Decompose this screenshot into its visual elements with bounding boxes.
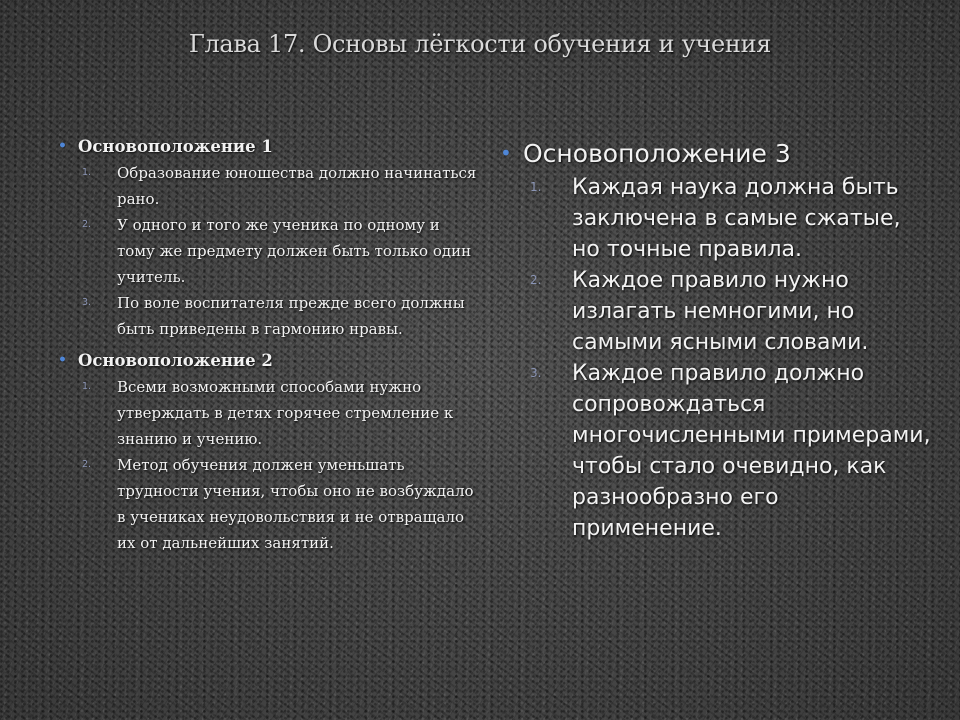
right-column <box>493 136 933 544</box>
bullet-icon: • <box>58 352 67 368</box>
list-item <box>493 358 933 544</box>
principle-heading <box>493 136 933 172</box>
item-text: Каждое правило должно сопровождаться многочисленными примерами, чтобы стало очевидно, как разнообразно его применение. <box>572 361 931 541</box>
item-number: 2. <box>82 459 92 470</box>
item-text: У одного и того же ученика по одному и тому же предмету должен быть только один учитель. <box>117 216 472 286</box>
item-number: 1. <box>530 180 542 194</box>
item-text: По воле воспитателя прежде всего должны быть приведены в гармонию нравы. <box>117 294 465 338</box>
item-text: Образование юношества должно начинаться рано. <box>117 164 477 208</box>
item-number: 3. <box>530 366 542 380</box>
item-number: 2. <box>530 273 542 287</box>
item-number: 1. <box>82 381 92 392</box>
principle-heading-text: Основоположение 1 <box>78 137 273 156</box>
list-item <box>52 374 482 452</box>
list-item <box>52 160 482 212</box>
list-item <box>52 290 482 342</box>
principle-heading-text: Основоположение 2 <box>78 351 273 370</box>
bullet-icon: • <box>58 138 67 154</box>
list-item <box>52 212 482 290</box>
principle-item-list <box>52 374 482 556</box>
item-number: 1. <box>82 167 92 178</box>
principle-item-list <box>52 160 482 342</box>
list-item <box>493 265 933 358</box>
item-text: Всеми возможными способами нужно утверждать в детях горячее стремление к знанию и учению. <box>117 378 454 448</box>
principle-heading <box>52 348 482 374</box>
principle-heading <box>52 134 482 160</box>
list-item <box>493 172 933 265</box>
slide-title: Глава 17. Основы лёгкости обучения и учения <box>188 30 772 58</box>
item-number: 2. <box>82 219 92 230</box>
item-text: Метод обучения должен уменьшать трудности учения, чтобы оно не возбуждало в учениках неудовольствия и не отвращало их от дальнейших занятий. <box>117 456 474 552</box>
principle-heading-text: Основоположение 3 <box>523 139 791 168</box>
item-text: Каждое правило нужно излагать немногими, но самыми ясными словами. <box>572 268 869 355</box>
principle-3 <box>493 136 933 544</box>
principle-item-list <box>493 172 933 544</box>
principle-2 <box>52 348 482 556</box>
list-item <box>52 452 482 556</box>
principle-1 <box>52 134 482 342</box>
bullet-icon: • <box>500 141 512 165</box>
left-column <box>52 134 482 556</box>
item-number: 3. <box>82 297 92 308</box>
item-text: Каждая наука должна быть заключена в самые сжатые, но точные правила. <box>572 175 901 262</box>
